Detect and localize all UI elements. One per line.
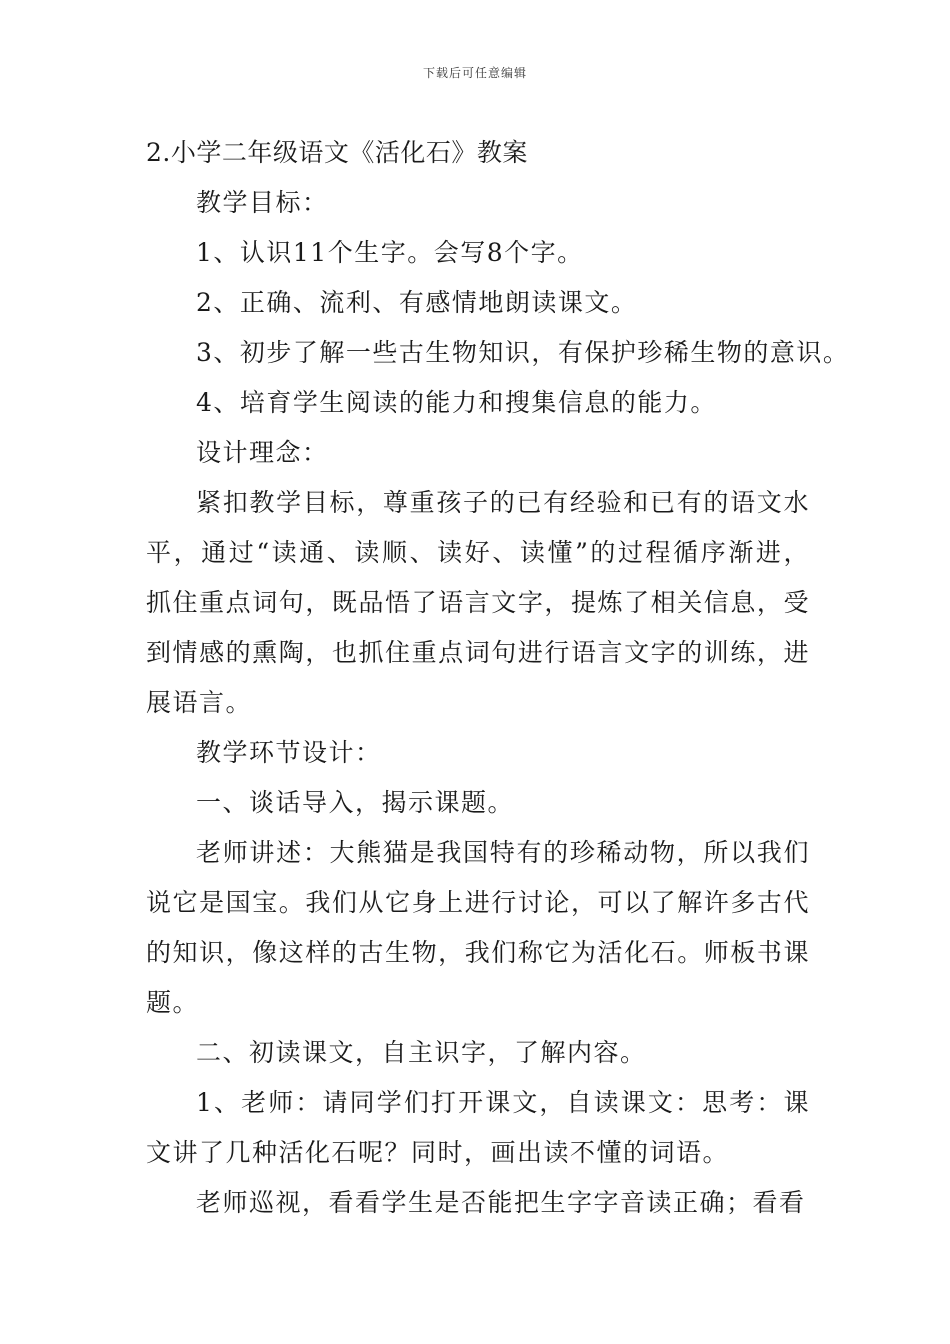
objective-item-2: 2、正确、流利、有感情地朗读课文。 xyxy=(196,288,638,317)
document-title: 2.小学二年级语文《活化石》教案 xyxy=(146,138,528,167)
section-heading-objectives: 教学目标： xyxy=(196,188,329,217)
step-heading-2: 二、初读课文，自主识字，了解内容。 xyxy=(196,1038,647,1067)
objective-item-1: 1、认识11个生字。会写8个字。 xyxy=(196,238,584,267)
header-note: 下载后可任意编辑 xyxy=(422,66,527,80)
step-heading-1: 一、谈话导入，揭示课题。 xyxy=(196,788,515,817)
reading-task-paragraph: 1、老师：请同学们打开课文，自读课文：思考：课文讲了几种活化石呢？同时，画出读不懂的词语。 xyxy=(146,1088,810,1167)
objective-item-3: 3、初步了解一些古生物知识，有保护珍稀生物的意识。 xyxy=(196,338,850,367)
teacher-narration-paragraph: 老师讲述：大熊猫是我国特有的珍稀动物，所以我们说它是国宝。我们从它身上进行讨论，可以了解许多古代的知识，像这样的古生物，我们称它为活化石。师板书课题。 xyxy=(146,838,810,1017)
objective-item-4: 4、培育学生阅读的能力和搜集信息的能力。 xyxy=(196,388,717,417)
document-body xyxy=(146,128,850,1228)
concept-paragraph: 紧扣教学目标，尊重孩子的已有经验和已有的语文水平，通过“读通、读顺、读好、读懂”的过程循序渐进，抓住重点词句，既品悟了语言文字，提炼了相关信息，受到情感的熏陶，也抓住重点词句进行语言文字的训练，进展语言。 xyxy=(146,488,810,717)
section-heading-concept: 设计理念： xyxy=(196,438,329,467)
section-heading-design: 教学环节设计： xyxy=(196,738,382,767)
teacher-patrol-paragraph: 老师巡视，看看学生是否能把生字字音读正确；看看 xyxy=(196,1188,806,1217)
